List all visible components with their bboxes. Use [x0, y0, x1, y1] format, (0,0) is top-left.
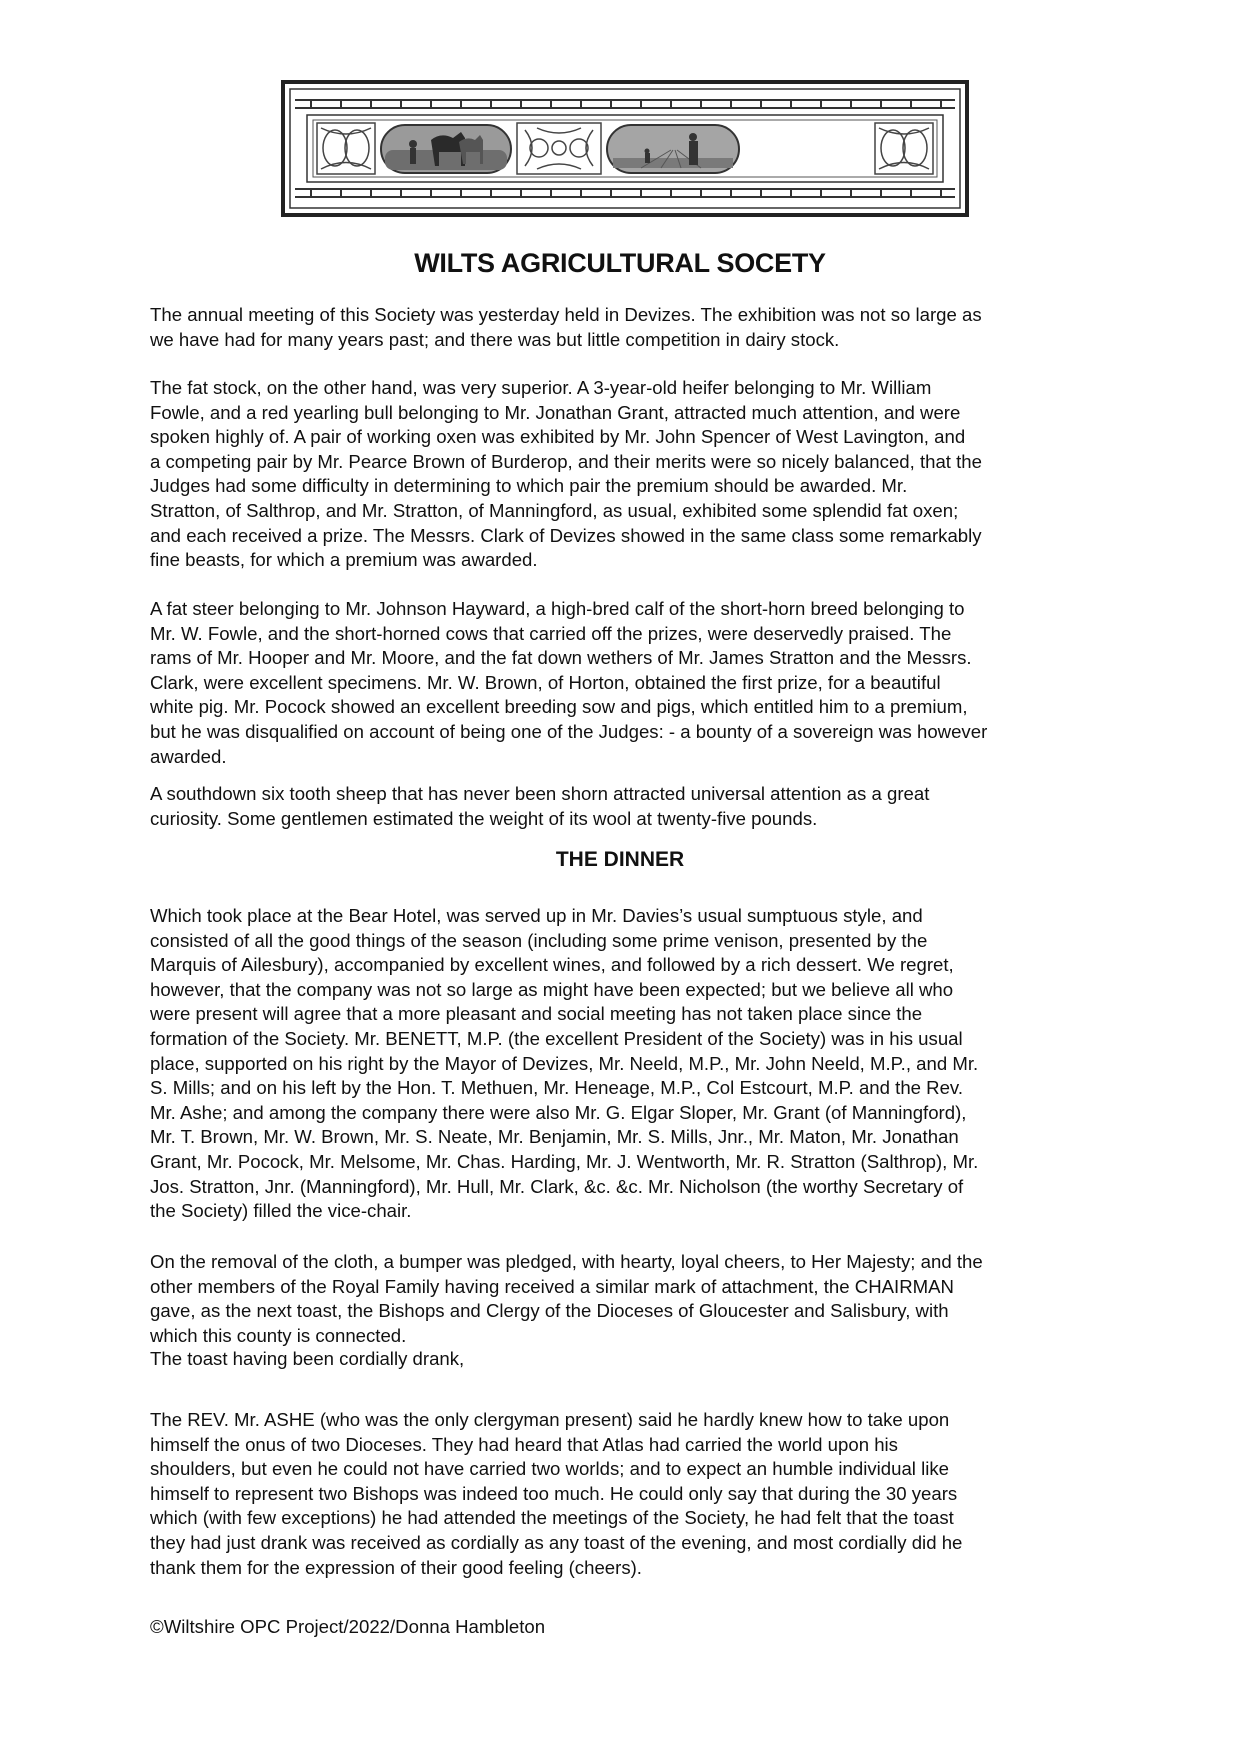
scene-ploughman-horses — [381, 125, 511, 173]
paragraph — [150, 597, 1110, 769]
section-heading: THE DINNER — [555, 848, 685, 871]
text-line: The annual meeting of this Society was yesterday held in Devizes. The exhibition was not so large as — [150, 304, 982, 325]
text-line: which (with few exceptions) he had attended the meetings of the Society, he had felt that the toast — [150, 1507, 954, 1529]
text-line: Judges had some difficulty in determining to which pair the premium should be awarded. Mr. — [150, 475, 908, 497]
text-line: On the removal of the cloth, a bumper was pledged, with hearty, loyal cheers, to Her Majesty; and the — [150, 1251, 983, 1272]
text-line: but he was disqualified on account of being one of the Judges: - a bounty of a sovereign was however — [150, 720, 988, 742]
text-line: Mr. Ashe; and among the company there were also Mr. G. Elgar Sloper, Mr. Grant (of Manningford), — [150, 1101, 967, 1123]
text-line: consisted of all the good things of the season (including some prime venison, presented by the — [150, 929, 928, 951]
text-line: they had just drank was received as cordially as any toast of the evening, and most cordially did he — [150, 1531, 963, 1553]
text-line: Mr. T. Brown, Mr. W. Brown, Mr. S. Neate, Mr. Benjamin, Mr. S. Mills, Jnr., Mr. Maton, Mr. Jonathan — [150, 1126, 959, 1148]
scene-sower-field — [607, 125, 739, 173]
text-line: Mr. W. Fowle, and the short-horned cows that carried off the prizes, were deservedly praised. The — [150, 622, 952, 644]
paragraph — [150, 782, 1110, 831]
copyright-footer: ©Wiltshire OPC Project/2022/Donna Hambleton — [150, 1616, 546, 1637]
text-line: Jos. Stratton, Jnr. (Manningford), Mr. Hull, Mr. Clark, &c. &c. Mr. Nicholson (the worthy Secretary of — [150, 1175, 964, 1197]
text-line: the Society) filled the vice-chair. — [150, 1200, 412, 1222]
paragraph — [150, 376, 1110, 573]
document-title: WILTS AGRICULTURAL SOCETY — [414, 248, 826, 278]
paragraph — [150, 904, 1110, 1224]
text-line: rams of Mr. Hooper and Mr. Moore, and the fat down wethers of Mr. James Stratton and the Messrs. — [150, 647, 972, 669]
text-line: formation of the Society. Mr. BENETT, M.P. (the excellent President of the Society) was in his usual — [150, 1027, 963, 1049]
text-line: curiosity. Some gentlemen estimated the weight of its wool at twenty-five pounds. — [150, 807, 818, 829]
text-line: The toast having been cordially drank, — [150, 1348, 465, 1369]
text-line: Fowle, and a red yearling bull belonging to Mr. Jonathan Grant, attracted much attention, and were — [150, 401, 961, 423]
paragraph — [150, 1347, 1110, 1372]
text-line: awarded. — [150, 745, 227, 767]
text-line: Which took place at the Bear Hotel, was served up in Mr. Davies’s usual sumptuous style, and — [150, 905, 923, 926]
paragraph — [150, 303, 1110, 352]
text-line: fine beasts, for which a premium was awarded. — [150, 549, 538, 571]
text-line: which this county is connected. — [150, 1324, 407, 1346]
text-line: himself the onus of two Dioceses. They had heard that Atlas had carried the world upon his — [150, 1433, 898, 1455]
paragraph — [150, 1408, 1110, 1580]
text-line: however, that the company was not so large as might have been expected; but we believe all who — [150, 978, 954, 1000]
text-line: thank them for the expression of their good feeling (cheers). — [150, 1556, 642, 1578]
paragraph — [150, 1250, 1110, 1348]
text-line: Stratton, of Salthrop, and Mr. Stratton, of Manningford, as usual, exhibited some splendid fat oxen; — [150, 499, 959, 521]
text-line: The REV. Mr. ASHE (who was the only clergyman present) said he hardly knew how to take upon — [150, 1409, 950, 1430]
text-line: a competing pair by Mr. Pearce Brown of Burderop, and their merits were so nicely balanced, that the — [150, 450, 982, 472]
text-line: spoken highly of. A pair of working oxen was exhibited by Mr. John Spencer of West Lavington, and — [150, 426, 966, 448]
text-line: S. Mills; and on his left by the Hon. T. Methuen, Mr. Heneage, M.P., Col Estcourt, M.P. and the Rev. — [150, 1077, 964, 1099]
text-line: Clark, were excellent specimens. Mr. W. Brown, of Horton, obtained the first prize, for a beautiful — [150, 671, 941, 693]
text-line: A southdown six tooth sheep that has never been shorn attracted universal attention as a great — [150, 783, 930, 804]
text-line: gave, as the next toast, the Bishops and Clergy of the Dioceses of Gloucester and Salisbury, with — [150, 1300, 949, 1322]
text-line: we have had for many years past; and there was but little competition in dairy stock. — [150, 328, 840, 350]
text-line: other members of the Royal Family having received a similar mark of attachment, the CHAIRMAN — [150, 1275, 954, 1297]
decorative-engraved-banner — [281, 80, 969, 217]
text-line: The fat stock, on the other hand, was very superior. A 3-year-old heifer belonging to Mr. William — [150, 377, 932, 398]
text-line: A fat steer belonging to Mr. Johnson Hayward, a high-bred calf of the short-horn breed belonging to — [150, 598, 965, 619]
text-line: white pig. Mr. Pocock showed an excellent breeding sow and pigs, which entitled him to a premium, — [150, 696, 968, 718]
text-line: place, supported on his right by the Mayor of Devizes, Mr. Neeld, M.P., Mr. John Neeld, M.P., and Mr. — [150, 1052, 979, 1074]
text-line: Marquis of Ailesbury), accompanied by excellent wines, and followed by a rich dessert. We regret, — [150, 954, 954, 976]
text-line: shoulders, but even he could not have carried two worlds; and to expect an humble individual like — [150, 1458, 949, 1480]
text-line: and each received a prize. The Messrs. Clark of Devizes showed in the same class some remarkably — [150, 524, 982, 546]
text-line: himself to represent two Bishops was indeed too much. He could only say that during the 30 years — [150, 1482, 958, 1504]
text-line: were present will agree that a more pleasant and social meeting has not taken place since the — [150, 1003, 923, 1025]
text-line: Grant, Mr. Pocock, Mr. Melsome, Mr. Chas. Harding, Mr. J. Wentworth, Mr. R. Stratton (Salthrop), Mr. — [150, 1150, 979, 1172]
